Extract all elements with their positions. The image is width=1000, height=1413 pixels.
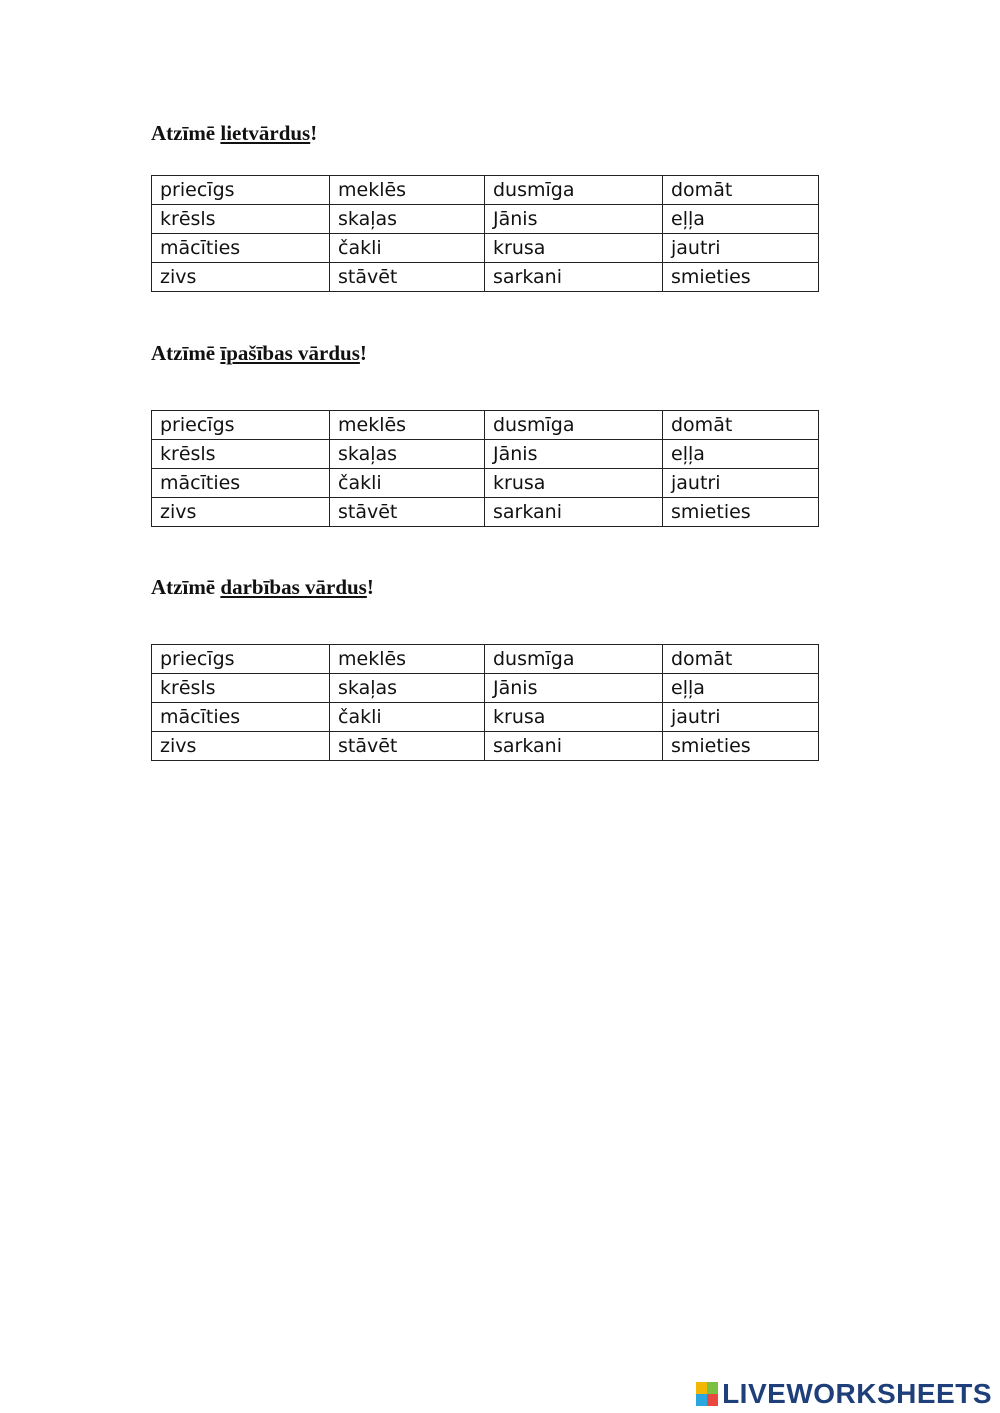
logo-square-1 — [696, 1382, 707, 1394]
word-cell[interactable]: Jānis — [485, 205, 663, 234]
table-row — [152, 469, 819, 498]
heading-suffix: ! — [359, 341, 367, 365]
word-cell[interactable]: sarkani — [485, 263, 663, 292]
word-cell[interactable]: krusa — [485, 234, 663, 263]
word-cell[interactable]: domāt — [663, 645, 819, 674]
heading-suffix: ! — [366, 575, 374, 599]
word-cell[interactable]: jautri — [663, 703, 819, 732]
logo-square-3 — [696, 1394, 707, 1406]
table-row — [152, 645, 819, 674]
word-cell[interactable]: krēsls — [152, 674, 330, 703]
word-cell[interactable]: zivs — [152, 732, 330, 761]
word-cell[interactable]: skaļas — [330, 205, 485, 234]
word-cell[interactable]: mācīties — [152, 234, 330, 263]
word-cell[interactable]: dusmīga — [485, 176, 663, 205]
table-row — [152, 205, 819, 234]
word-table — [151, 175, 819, 292]
word-cell[interactable]: čakli — [330, 703, 485, 732]
section-heading — [151, 120, 317, 146]
word-cell[interactable]: čakli — [330, 469, 485, 498]
section-heading — [151, 340, 367, 366]
word-cell[interactable]: krusa — [485, 469, 663, 498]
table-row — [152, 440, 819, 469]
section-heading — [151, 574, 374, 600]
heading-keyword: īpašības vārdus — [220, 341, 360, 365]
word-cell[interactable]: priecīgs — [152, 411, 330, 440]
word-cell[interactable]: mācīties — [152, 703, 330, 732]
word-cell[interactable]: jautri — [663, 469, 819, 498]
heading-keyword: darbības vārdus — [220, 575, 367, 599]
liveworksheets-logo-icon — [696, 1382, 718, 1406]
word-cell[interactable]: Jānis — [485, 674, 663, 703]
word-cell[interactable]: stāvēt — [330, 732, 485, 761]
word-cell[interactable]: meklēs — [330, 645, 485, 674]
word-cell[interactable]: domāt — [663, 176, 819, 205]
heading-suffix: ! — [310, 121, 318, 145]
word-cell[interactable]: priecīgs — [152, 176, 330, 205]
word-cell[interactable]: čakli — [330, 234, 485, 263]
word-cell[interactable]: sarkani — [485, 732, 663, 761]
word-cell[interactable]: dusmīga — [485, 411, 663, 440]
word-cell[interactable]: smieties — [663, 498, 819, 527]
word-cell[interactable]: krēsls — [152, 205, 330, 234]
word-cell[interactable]: krusa — [485, 703, 663, 732]
word-cell[interactable]: meklēs — [330, 411, 485, 440]
word-cell[interactable]: mācīties — [152, 469, 330, 498]
heading-prefix: Atzīmē — [151, 575, 221, 599]
logo-square-4 — [707, 1394, 718, 1406]
word-cell[interactable]: meklēs — [330, 176, 485, 205]
heading-keyword: lietvārdus — [220, 121, 311, 145]
footer-logo — [696, 1378, 992, 1410]
word-cell[interactable]: stāvēt — [330, 498, 485, 527]
word-cell[interactable]: jautri — [663, 234, 819, 263]
word-cell[interactable]: skaļas — [330, 440, 485, 469]
word-cell[interactable]: smieties — [663, 732, 819, 761]
table-row — [152, 498, 819, 527]
word-table — [151, 410, 819, 527]
word-cell[interactable]: stāvēt — [330, 263, 485, 292]
word-cell[interactable]: eļļa — [663, 440, 819, 469]
word-cell[interactable]: sarkani — [485, 498, 663, 527]
table-row — [152, 411, 819, 440]
heading-prefix: Atzīmē — [151, 341, 221, 365]
word-cell[interactable]: zivs — [152, 498, 330, 527]
word-cell[interactable]: eļļa — [663, 674, 819, 703]
word-cell[interactable]: domāt — [663, 411, 819, 440]
table-row — [152, 263, 819, 292]
logo-square-2 — [707, 1382, 718, 1394]
brand-name: LIVEWORKSHEETS — [722, 1378, 992, 1409]
table-row — [152, 703, 819, 732]
word-cell[interactable]: priecīgs — [152, 645, 330, 674]
heading-prefix: Atzīmē — [151, 121, 221, 145]
table-row — [152, 234, 819, 263]
word-table — [151, 644, 819, 761]
word-cell[interactable]: dusmīga — [485, 645, 663, 674]
word-cell[interactable]: eļļa — [663, 205, 819, 234]
word-cell[interactable]: skaļas — [330, 674, 485, 703]
word-cell[interactable]: zivs — [152, 263, 330, 292]
table-row — [152, 674, 819, 703]
table-row — [152, 176, 819, 205]
table-row — [152, 732, 819, 761]
word-cell[interactable]: krēsls — [152, 440, 330, 469]
word-cell[interactable]: Jānis — [485, 440, 663, 469]
word-cell[interactable]: smieties — [663, 263, 819, 292]
